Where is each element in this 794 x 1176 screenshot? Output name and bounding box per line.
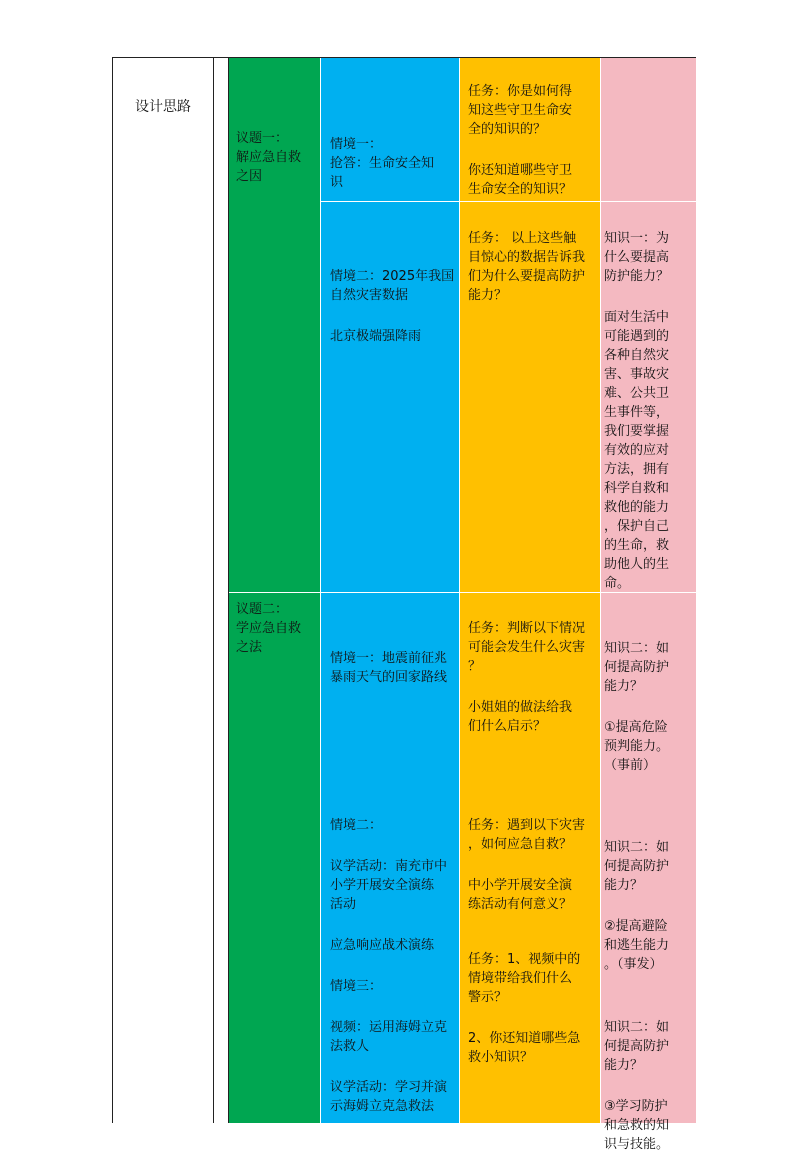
- scenario-cell: [330, 797, 456, 1138]
- scenario-text: 议学活动：南充市中 小学开展安全演练 活动: [330, 859, 448, 912]
- scenario-text: 情境一：地震前征兆 暴雨天气的回家路线: [330, 651, 448, 685]
- task-text: 任务：你是如何得 知这些守卫生命安 全的知识的？: [468, 84, 573, 137]
- knowledge-text: ①提高危险 预判能力。 （事前）: [604, 720, 670, 773]
- scenario-text: 北京极端强降雨: [330, 329, 422, 344]
- scenario-text: 情境二：: [330, 818, 383, 833]
- task-text: 小姐姐的做法给我 们什么启示？: [468, 700, 573, 734]
- knowledge-cell: [604, 819, 694, 996]
- knowledge-text: ②提高避险 和逃生能力 。（事发）: [604, 919, 670, 972]
- task-cell: [468, 600, 598, 758]
- table-left-border: [112, 57, 113, 1123]
- task-text: 任务：1、视频中的 情境带给我们什么 警示？: [468, 952, 581, 1005]
- task-cell: [468, 63, 598, 221]
- task-text: 中小学开展安全演 练活动有何意义？: [468, 878, 573, 912]
- knowledge-cell: [604, 210, 694, 615]
- task-text: 任务： 以上这些触 目惊心的数据告诉我 们为什么要提高防护 能力？: [468, 231, 586, 303]
- scenario-text: 议学活动：学习并演 示海姆立克急救法: [330, 1080, 448, 1114]
- task-text: 你还知道哪些守卫 生命安全的知识？: [468, 163, 573, 197]
- knowledge-text: ③学习防护 和急救的知 识与技能。: [604, 1099, 670, 1152]
- knowledge-text: 面对生活中 可能遇到的 各种自然灾 害、事故灾 难、公共卫 生事件等， 我们要掌握 有效的应对 方法，拥有 科学自救和 救他的能力 ，保护自己 的生命，救 助他人的生 命。: [604, 310, 670, 591]
- topic-column: [229, 58, 320, 1123]
- scenario-cell: [330, 630, 456, 709]
- task-cell: [468, 797, 598, 936]
- knowledge-text: 知识二：如 何提高防护 能力？: [604, 641, 670, 694]
- task-text: 2、你还知道哪些急 救小知识？: [468, 1031, 581, 1065]
- knowledge-text: 知识一：为 什么要提高 防护能力？: [604, 231, 670, 284]
- knowledge-cell: [604, 999, 694, 1176]
- task-cell: [468, 210, 598, 327]
- scenario-cell: [330, 116, 456, 214]
- scenario-text: 情境二：2025年我国 自然灾害数据: [330, 269, 455, 303]
- topic-two: 议题二： 学应急自救 之法: [236, 602, 302, 655]
- task-text: 任务：遇到以下灾害 ，如何应急自救？: [468, 818, 586, 852]
- knowledge-text: 知识二：如 何提高防护 能力？: [604, 1020, 670, 1073]
- scenario-text: 应急响应战术演练: [330, 938, 435, 953]
- column-divider: [213, 57, 214, 1123]
- task-cell: [468, 931, 598, 1089]
- scenario-text: 情境三：: [330, 979, 383, 994]
- scenario-cell: [330, 248, 456, 368]
- scenario-text: 情境一： 抢答：生命安全知 识: [330, 137, 435, 190]
- knowledge-text: 知识二：如 何提高防护 能力？: [604, 840, 670, 893]
- scenario-text: 视频：运用海姆立克 法救人: [330, 1020, 448, 1054]
- knowledge-cell: [604, 620, 694, 797]
- task-text: 任务：判断以下情况 可能会发生什么灾害 ？: [468, 621, 586, 674]
- topic-one: 议题一： 解应急自救 之因: [236, 131, 302, 184]
- design-idea-label: 设计思路: [135, 99, 191, 115]
